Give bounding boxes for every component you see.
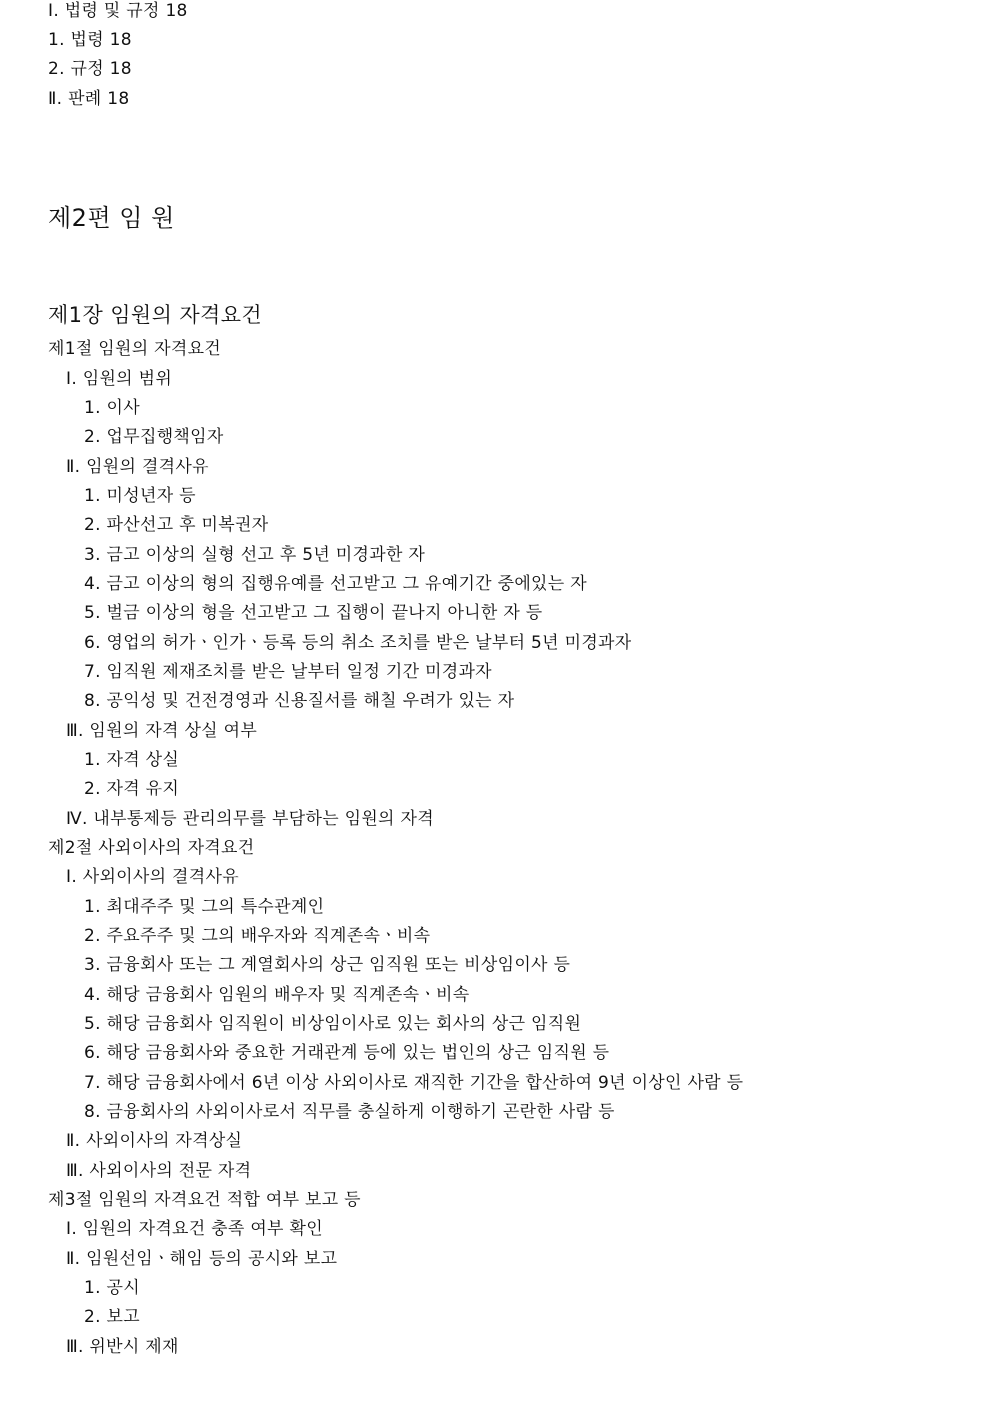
toc-entry-item: 3. 금고 이상의 실형 선고 후 5년 미경과한 자: [84, 545, 426, 565]
toc-entry-item: 2. 보고: [84, 1307, 140, 1327]
toc-section-title: 제2절 사외이사의 자격요건: [48, 838, 255, 858]
chapter-title: 제1장 임원의 자격요건: [48, 303, 263, 327]
toc-entry-item: 1. 법령 18: [48, 30, 132, 50]
toc-entry-item: 1. 공시: [84, 1278, 140, 1298]
toc-entry-roman: Ⅲ. 위반시 제재: [66, 1337, 179, 1357]
toc-entry-roman: Ⅰ. 임원의 범위: [66, 369, 173, 389]
toc-section-title: 제1절 임원의 자격요건: [48, 339, 222, 359]
toc-entry-roman: Ⅱ. 사외이사의 자격상실: [66, 1131, 243, 1151]
toc-entry-roman: Ⅲ. 임원의 자격 상실 여부: [66, 721, 258, 741]
toc-entry-item: 4. 해당 금융회사 임원의 배우자 및 직계존속ㆍ비속: [84, 985, 470, 1005]
toc-entry-item: 8. 공익성 및 건전경영과 신용질서를 해칠 우려가 있는 자: [84, 691, 515, 711]
toc-entry-item: 2. 주요주주 및 그의 배우자와 직계존속ㆍ비속: [84, 926, 431, 946]
toc-entry-item: 8. 금융회사의 사외이사로서 직무를 충실하게 이행하기 곤란한 사람 등: [84, 1102, 615, 1122]
toc-entry-item: 2. 업무집행책임자: [84, 427, 224, 447]
toc-entry-item: 5. 벌금 이상의 형을 선고받고 그 집행이 끝나지 아니한 자 등: [84, 603, 543, 623]
toc-entry-item: 2. 규정 18: [48, 59, 132, 79]
toc-entry-roman: Ⅰ. 법령 및 규정 18: [48, 1, 188, 21]
toc-entry-item: 2. 파산선고 후 미복권자: [84, 515, 269, 535]
toc-entry-item: 7. 임직원 제재조치를 받은 날부터 일정 기간 미경과자: [84, 662, 492, 682]
toc-entry-item: 1. 이사: [84, 398, 140, 418]
toc-entry-item: 3. 금융회사 또는 그 계열회사의 상근 임직원 또는 비상임이사 등: [84, 955, 571, 975]
part-title: 제2편 임 원: [48, 204, 175, 232]
toc-entry-item: 4. 금고 이상의 형의 집행유예를 선고받고 그 유예기간 중에있는 자: [84, 574, 587, 594]
toc-entry-roman: Ⅱ. 임원선임ㆍ해임 등의 공시와 보고: [66, 1249, 338, 1269]
toc-entry-item: 6. 영업의 허가ㆍ인가ㆍ등록 등의 취소 조치를 받은 날부터 5년 미경과자: [84, 633, 632, 653]
toc-entry-item: 1. 최대주주 및 그의 특수관계인: [84, 897, 325, 917]
toc-section-title: 제3절 임원의 자격요건 적합 여부 보고 등: [48, 1190, 361, 1210]
toc-entry-item: 1. 미성년자 등: [84, 486, 196, 506]
toc-entry-roman: Ⅰ. 임원의 자격요건 충족 여부 확인: [66, 1219, 323, 1239]
toc-entry-roman: Ⅰ. 사외이사의 결격사유: [66, 867, 239, 887]
toc-entry-item: 7. 해당 금융회사에서 6년 이상 사외이사로 재직한 기간을 합산하여 9년 이상인 사람 등: [84, 1073, 744, 1093]
toc-entry-item: 2. 자격 유지: [84, 779, 180, 799]
toc-entry-roman: Ⅱ. 판례 18: [48, 89, 130, 109]
toc-entry-roman: Ⅳ. 내부통제등 관리의무를 부담하는 임원의 자격: [66, 809, 434, 829]
toc-entry-item: 5. 해당 금융회사 임직원이 비상임이사로 있는 회사의 상근 임직원: [84, 1014, 582, 1034]
toc-entry-roman: Ⅲ. 사외이사의 전문 자격: [66, 1161, 252, 1181]
toc-entry-roman: Ⅱ. 임원의 결격사유: [66, 457, 209, 477]
toc-entry-item: 6. 해당 금융회사와 중요한 거래관계 등에 있는 법인의 상근 임직원 등: [84, 1043, 610, 1063]
toc-entry-item: 1. 자격 상실: [84, 750, 180, 770]
